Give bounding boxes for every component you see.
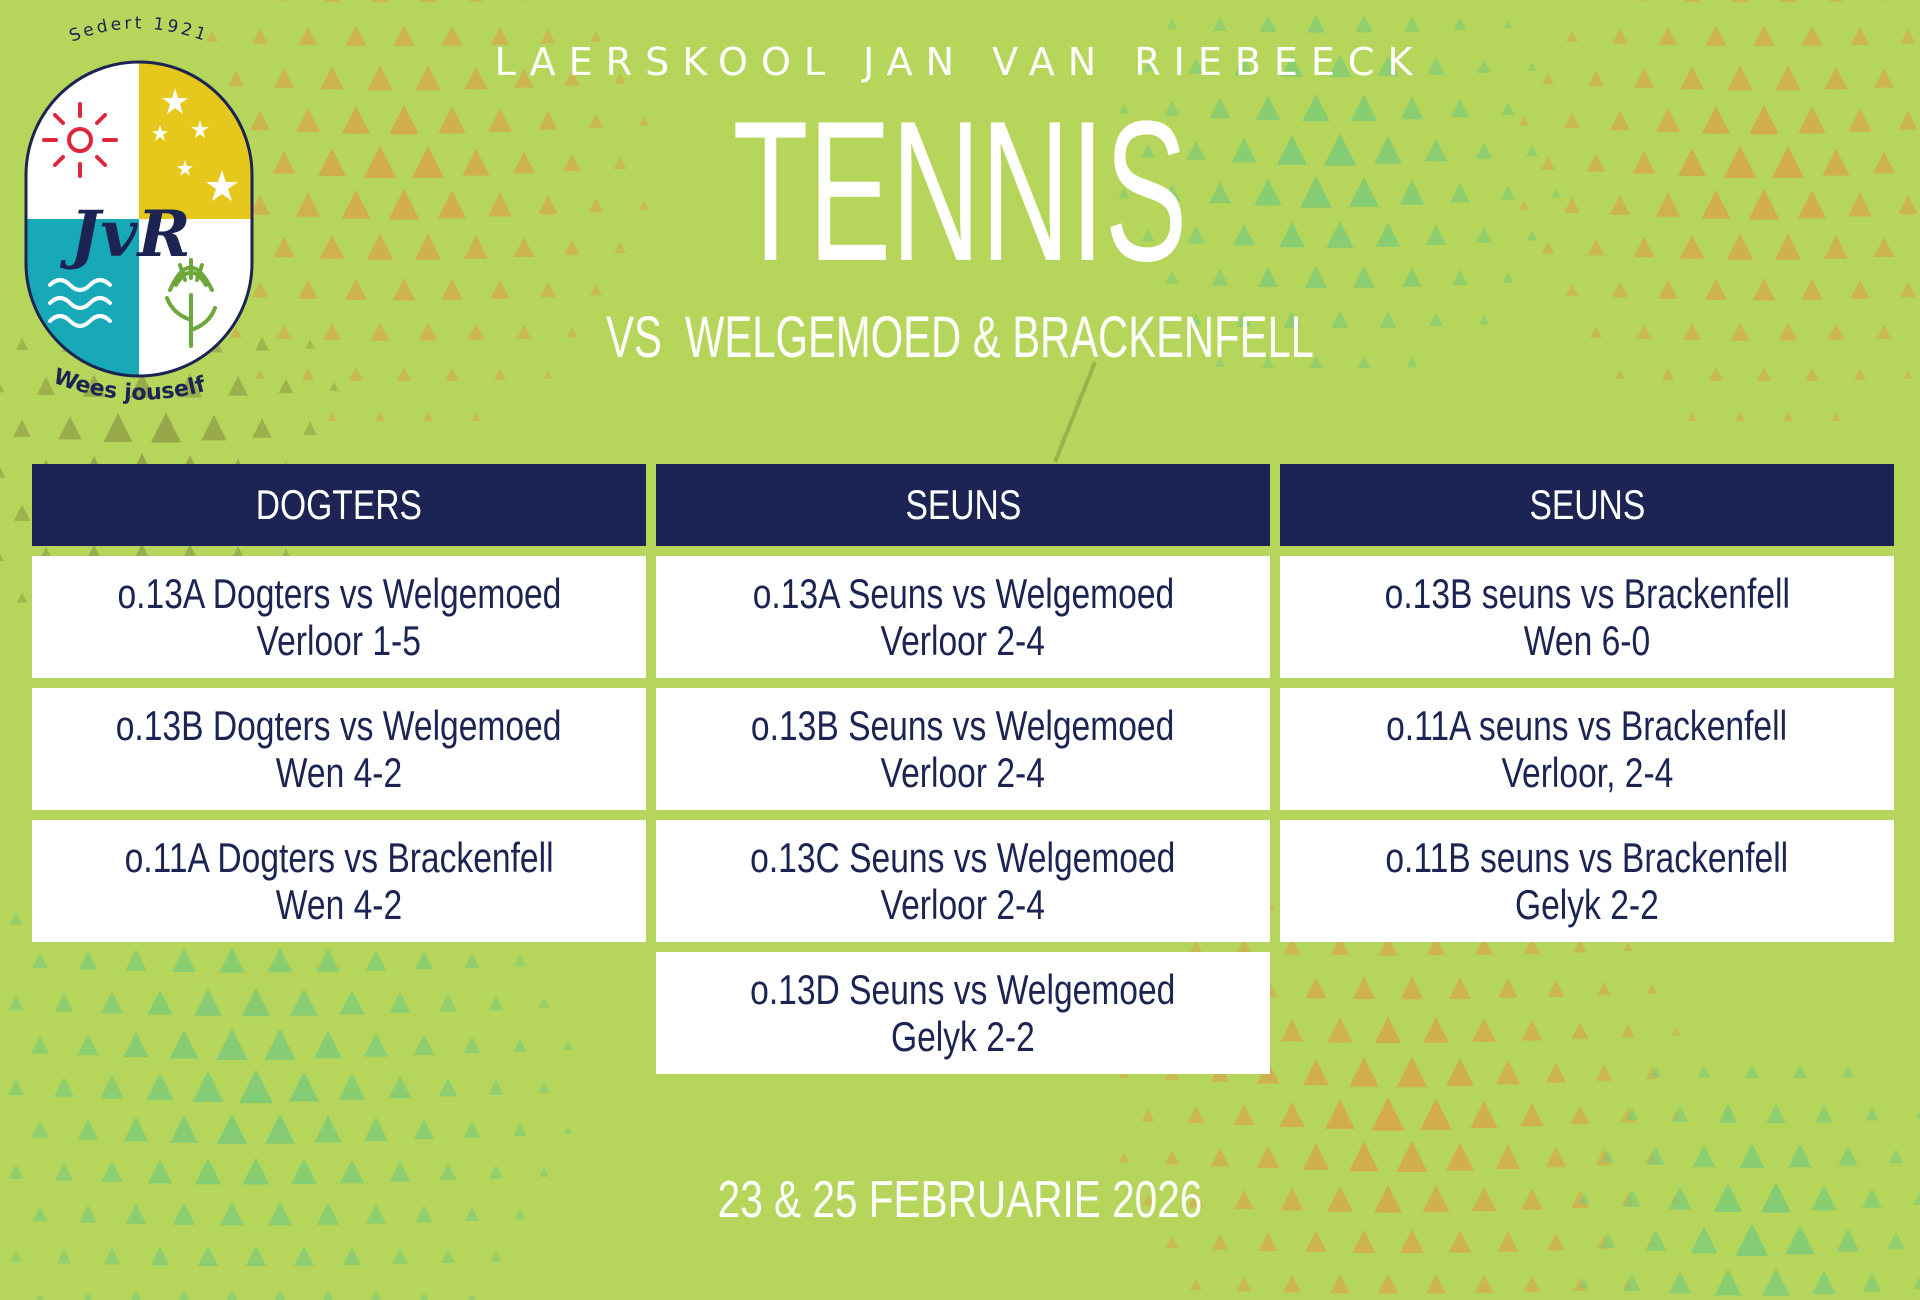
result-card <box>32 820 646 942</box>
result-card <box>1280 688 1894 810</box>
match-label: o.13B Dogters vs Welgemoed <box>116 702 562 749</box>
sport-title: TENNIS <box>732 80 1188 303</box>
match-outcome: Gelyk 2-2 <box>891 1013 1035 1060</box>
result-card <box>1280 556 1894 678</box>
match-outcome: Verloor 2-4 <box>880 881 1046 928</box>
match-outcome: Verloor 1-5 <box>256 617 422 664</box>
match-label: o.13B Seuns vs Welgemoed <box>751 702 1175 749</box>
match-label: o.13A Seuns vs Welgemoed <box>752 570 1174 617</box>
match-outcome: Verloor 2-4 <box>880 749 1046 796</box>
crest-motto: Wees jouself <box>49 364 208 406</box>
opponents-subtitle: VS WELGEMOED & BRACKENFELL <box>606 305 1314 370</box>
match-outcome: Verloor 2-4 <box>880 617 1046 664</box>
match-label: o.13A Dogters vs Welgemoed <box>117 570 561 617</box>
match-outcome: Wen 6-0 <box>1523 617 1651 664</box>
match-label: o.13B seuns vs Brackenfell <box>1384 570 1790 617</box>
match-outcome: Wen 4-2 <box>275 881 403 928</box>
column-heading: DOGTERS <box>32 464 646 546</box>
result-card <box>32 688 646 810</box>
match-label: o.11A seuns vs Brackenfell <box>1386 702 1788 749</box>
match-label: o.11B seuns vs Brackenfell <box>1385 834 1789 881</box>
match-outcome: Verloor, 2-4 <box>1501 749 1673 796</box>
match-outcome: Gelyk 2-2 <box>1515 881 1659 928</box>
result-card <box>656 688 1270 810</box>
match-label: o.13C Seuns vs Welgemoed <box>750 834 1176 881</box>
match-label: o.13D Seuns vs Welgemoed <box>750 966 1176 1013</box>
result-card <box>656 952 1270 1074</box>
results-column-girls <box>32 464 646 942</box>
column-heading: SEUNS <box>656 464 1270 546</box>
result-card <box>1280 820 1894 942</box>
event-date: 23 & 25 FEBRUARIE 2026 <box>717 1171 1203 1229</box>
result-card <box>656 820 1270 942</box>
results-column-boys-welgemoed <box>656 464 1270 1074</box>
match-label: o.11A Dogters vs Brackenfell <box>124 834 554 881</box>
column-heading: SEUNS <box>1280 464 1894 546</box>
result-card <box>32 556 646 678</box>
results-column-boys-brackenfell <box>1280 464 1894 942</box>
result-card <box>656 556 1270 678</box>
match-outcome: Wen 4-2 <box>275 749 403 796</box>
crest-since-text: Sedert 1921 <box>66 13 212 47</box>
school-name: LAERSKOOL JAN VAN RIEBEECK <box>494 40 1426 84</box>
crest-monogram: JvR <box>70 197 191 272</box>
